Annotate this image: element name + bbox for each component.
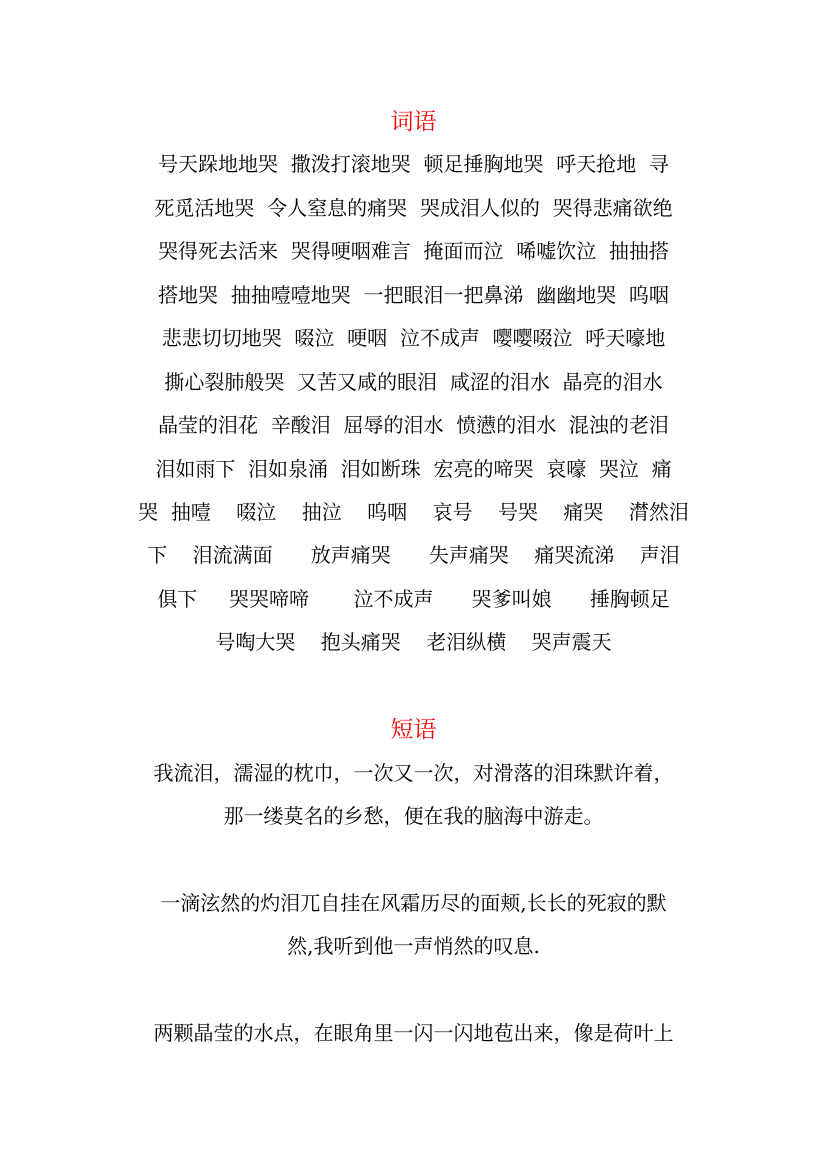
phrase-line: 然,我听到他一声悄然的叹息. [287, 934, 540, 958]
phrase-line: 那一缕莫名的乡愁，便在我的脑海中游走。 [223, 804, 604, 828]
words-line: 泪如雨下 泪如泉涌 泪如断珠 宏亮的啼哭 哀嚎 哭泣 痛 [155, 457, 672, 481]
phrase-line: 两颗晶莹的水点，在眼角里一闪一闪地苞出来，像是荷叶上 [153, 1021, 674, 1045]
words-line: 号啕大哭 抱头痛哭 老泪纵横 哭声震天 [215, 630, 612, 654]
phrase-line: 一滴泫然的灼泪兀自挂在风霜历尽的面颊,长长的死寂的默 [160, 891, 667, 915]
phrase-line: 我流泪，濡湿的枕巾，一次又一次，对滑落的泪珠默许着， [153, 761, 674, 785]
words-line: 哭得死去活来 哭得哽咽难言 掩面而泣 唏嘘饮泣 抽抽搭 [158, 239, 669, 263]
words-line: 悲悲切切地哭 啜泣 哽咽 泣不成声 嘤嘤啜泣 呼天嚎地 [161, 326, 666, 350]
words-line: 搭地哭 抽抽噎噎地哭 一把眼泪一把鼻涕 幽幽地哭 呜咽 [158, 283, 669, 307]
words-line: 哭 抽噎 啜泣 抽泣 呜咽 哀号 号哭 痛哭 潸然泪 [138, 500, 689, 524]
words-line: 下 泪流满面 放声痛哭 失声痛哭 痛哭流涕 声泪 [147, 543, 680, 567]
words-section-title: 词语 [390, 109, 437, 135]
words-line: 号天跺地地哭 撒泼打滚地哭 顿足捶胸地哭 呼天抢地 寻 [158, 152, 669, 176]
phrases-section-title: 短语 [390, 717, 437, 743]
words-line: 撕心裂肺般哭 又苦又咸的眼泪 咸涩的泪水 晶亮的泪水 [164, 370, 663, 394]
words-line: 死觅活地哭 令人窒息的痛哭 哭成泪人似的 哭得悲痛欲绝 [154, 196, 673, 220]
words-line: 晶莹的泪花 辛酸泪 屈辱的泪水 愤懑的泪水 混浊的老泪 [158, 413, 669, 437]
words-line: 俱下 哭哭啼啼 泣不成声 哭爹叫娘 捶胸顿足 [157, 587, 670, 611]
